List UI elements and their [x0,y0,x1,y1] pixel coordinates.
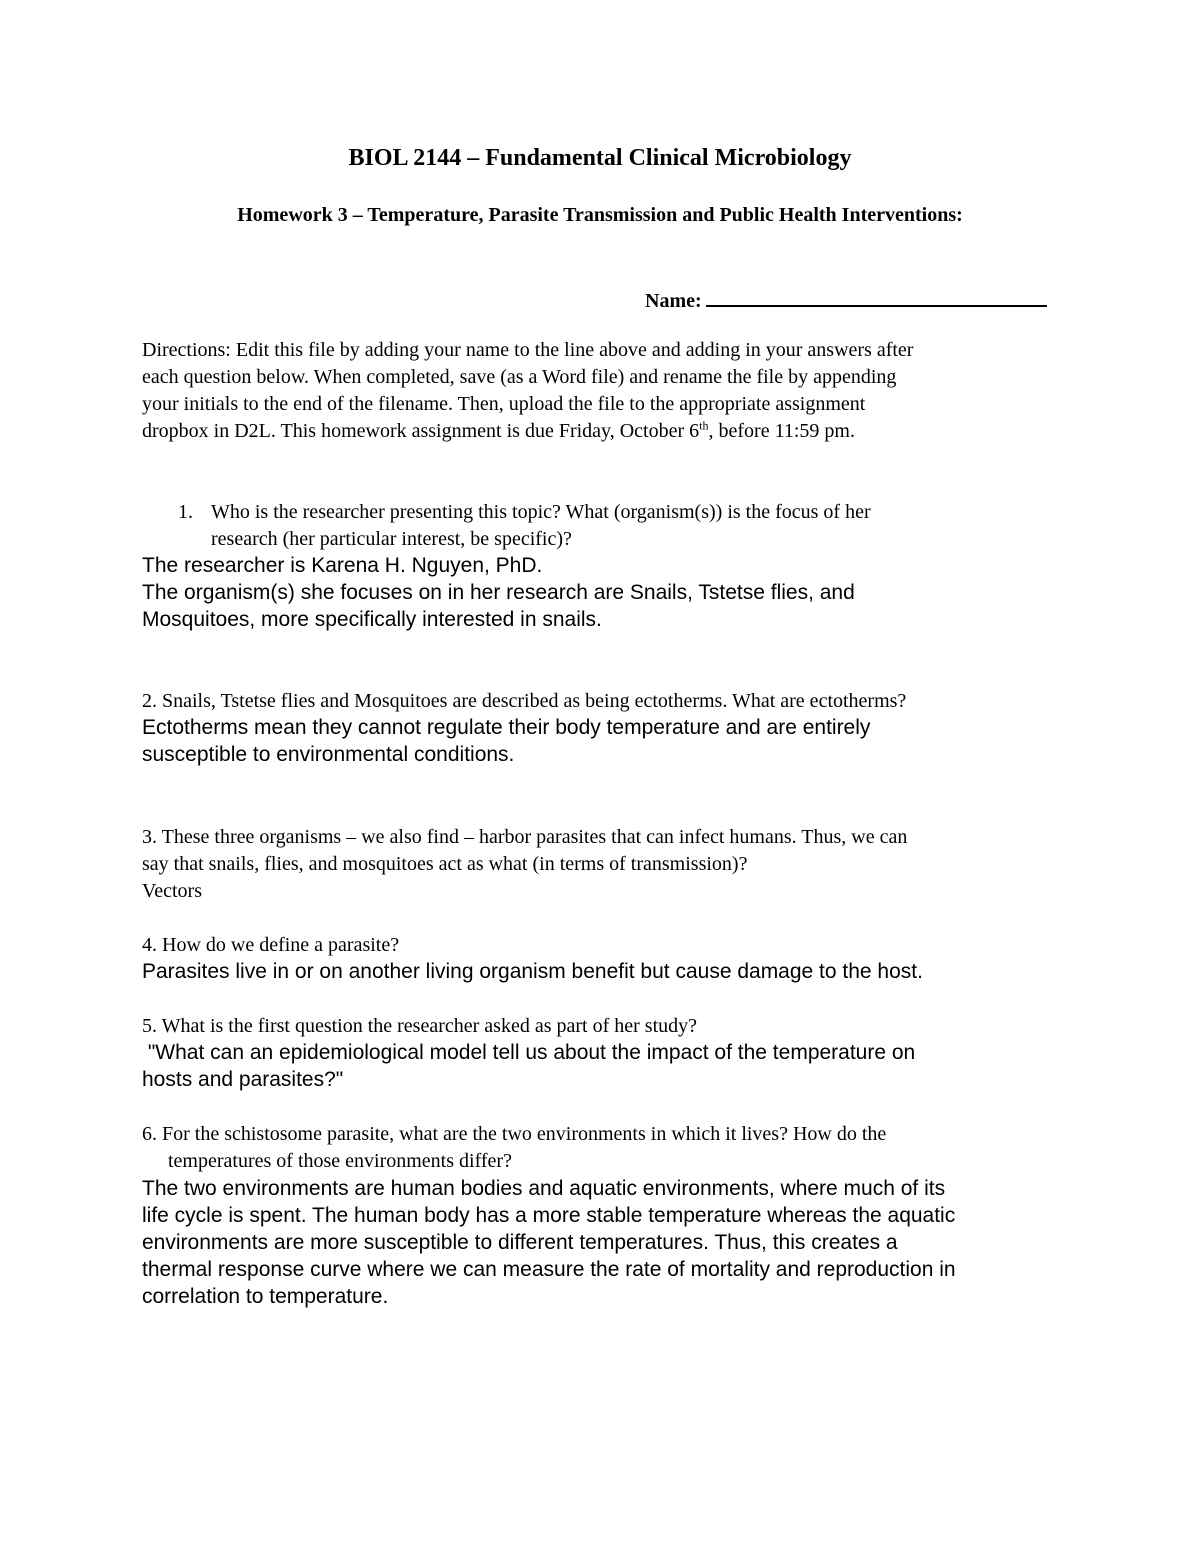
directions [142,337,1082,445]
answer-line: Parasites live in or on another living organism benefit but cause damage to the host. [142,960,923,983]
answer-2 [142,714,1082,768]
question-text: 5. What is the first question the researcher asked as part of her study? [142,1015,697,1037]
answer-1 [142,552,1082,633]
question-text: 6. For the schistosome parasite, what are the two environments in which it lives? How do the [142,1123,887,1145]
answer-line: The researcher is Karena H. Nguyen, PhD. [142,554,543,577]
answer-line: correlation to temperature. [142,1285,389,1308]
directions-line [142,418,1082,445]
question-text: Who is the researcher presenting this topic? What (organism(s)) is the focus of her [211,501,871,523]
question-4 [142,932,1082,959]
answer-line: susceptible to environmental conditions. [142,743,515,766]
answer-6 [142,1175,1082,1310]
question-5 [142,1013,1082,1040]
directions-due-time: , before 11:59 pm. [708,420,855,442]
name-field-row [645,283,1047,315]
homework-title: Homework 3 – Temperature, Parasite Transmission and Public Health Interventions: [237,204,963,226]
answer-line: The two environments are human bodies and aquatic environments, where much of its [142,1177,946,1200]
answer-line: Mosquitoes, more specifically interested in snails. [142,608,602,631]
answer-4 [142,958,1082,985]
directions-line: each question below. When completed, save (as a Word file) and rename the file by appending [142,366,897,388]
answer-line: thermal response curve where we can measure the rate of mortality and reproduction in [142,1258,956,1281]
answer-line: Ectotherms mean they cannot regulate their body temperature and are entirely [142,716,871,739]
name-blank-line[interactable] [706,283,1047,307]
question-text: 4. How do we define a parasite? [142,934,400,956]
name-label: Name: [645,290,702,312]
answer-line: hosts and parasites?" [142,1068,344,1091]
directions-due-text: dropbox in D2L. This homework assignment is due Friday, October 6 [142,420,700,442]
question-text: research (her particular interest, be specific)? [211,528,572,550]
ordinal-suffix: th [699,418,709,433]
question-6 [142,1121,1082,1175]
answer-line: The organism(s) she focuses on in her research are Snails, Tstetse flies, and [142,581,855,604]
question-2 [142,688,1082,715]
directions-line: your initials to the end of the filename. Then, upload the file to the appropriate assignment [142,393,866,415]
answer-line: environments are more susceptible to different temperatures. Thus, this creates a [142,1231,898,1254]
question-3 [142,824,1082,905]
answer-5 [142,1039,1082,1093]
answer-line: "What can an epidemiological model tell us about the impact of the temperature on [142,1041,916,1064]
question-text: temperatures of those environments differ? [168,1150,512,1172]
question-number: 1. [178,501,193,523]
answer-line: Vectors [142,880,202,902]
question-text: 3. These three organisms – we also find – harbor parasites that can infect humans. Thus, we can [142,826,908,848]
question-text: say that snails, flies, and mosquitoes act as what (in terms of transmission)? [142,853,748,875]
question-text: 2. Snails, Tstetse flies and Mosquitoes are described as being ectotherms. What are ectotherms? [142,690,907,712]
answer-line: life cycle is spent. The human body has a more stable temperature whereas the aquatic [142,1204,956,1227]
course-title: BIOL 2144 – Fundamental Clinical Microbiology [348,145,852,171]
question-1 [178,499,1018,553]
directions-line: Directions: Edit this file by adding your name to the line above and adding in your answers after [142,339,914,361]
